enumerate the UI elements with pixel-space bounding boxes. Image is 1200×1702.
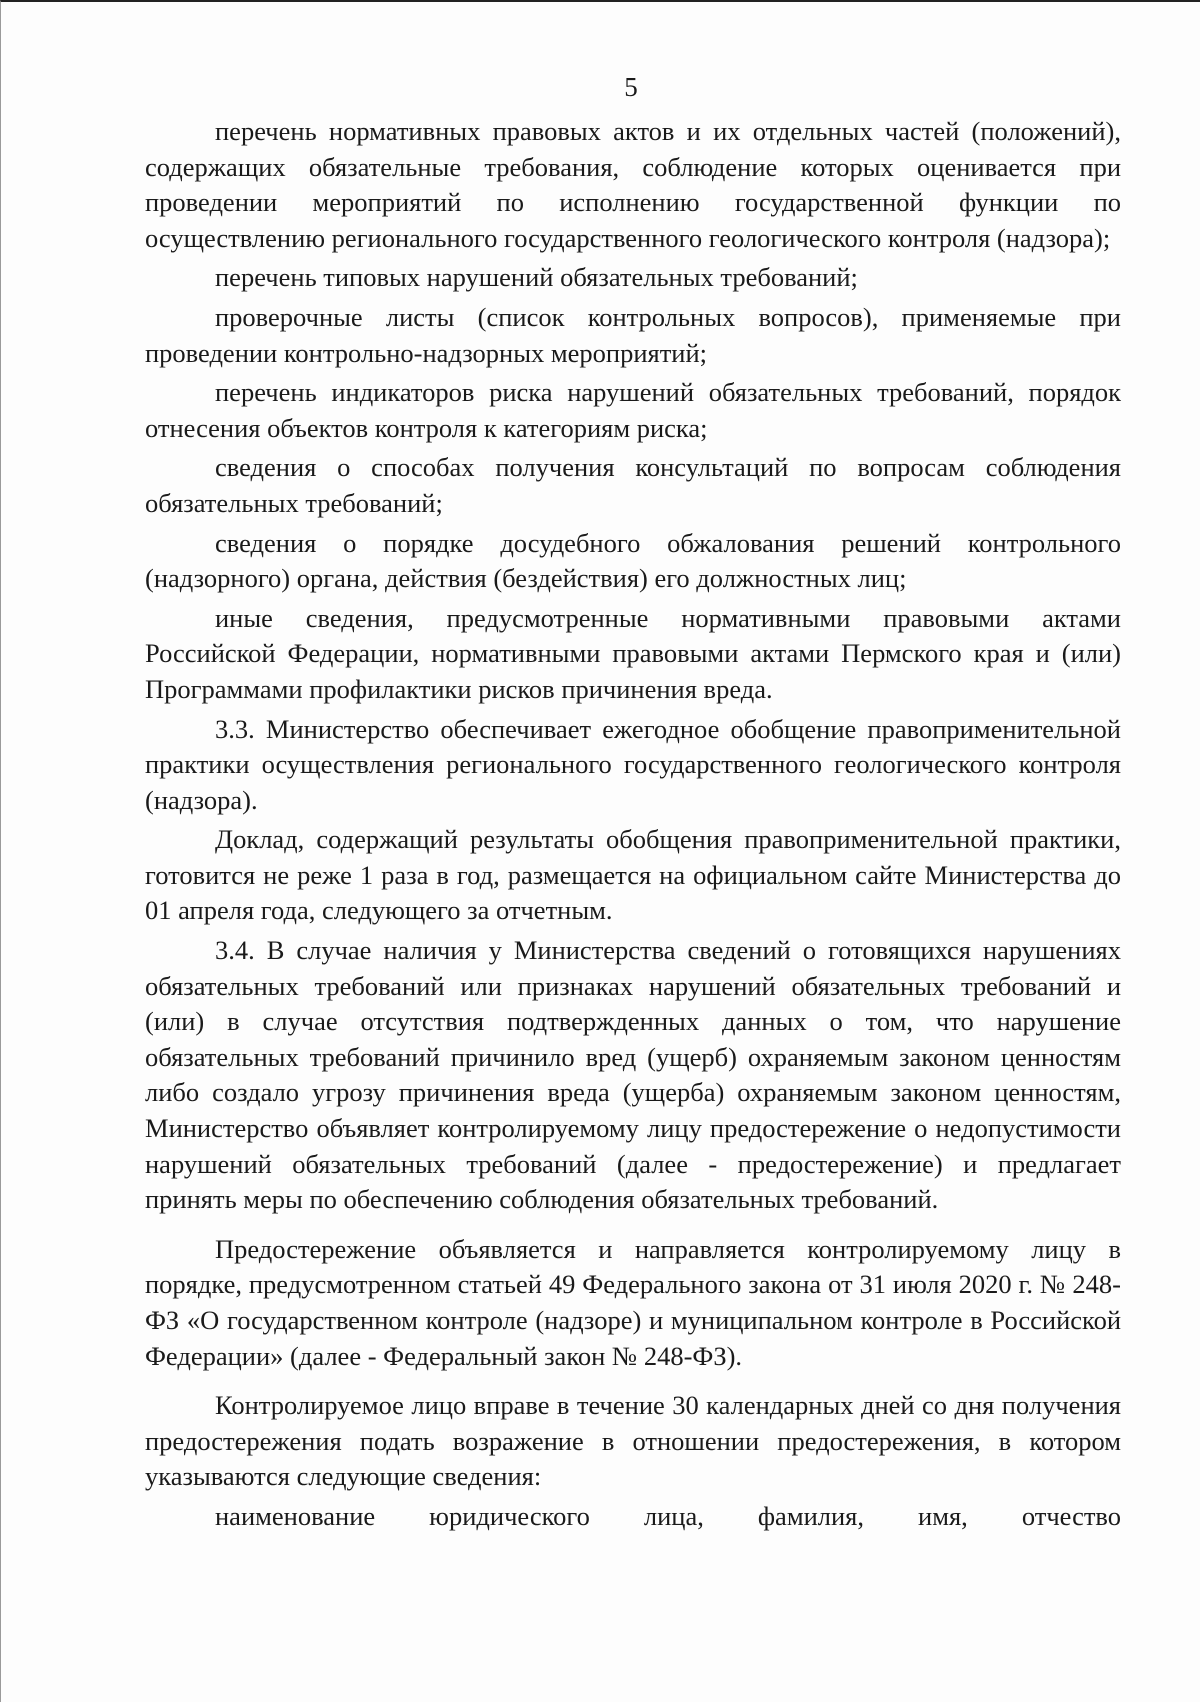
paragraph-10: 3.4. В случае наличия у Министерства сведений о готовящихся нарушениях обязательных требований или признаках нарушений обязательных требований и (или) в случае отсутствия подтвержденных данных о том, что нарушение обязательных требований причинило вред (ущерб) охраняемым законом ценностям либо создало угрозу причинения вреда (ущерба) охраняемым законом ценностям, Министерство объявляет контролируемому лицу предостережение о недопустимости нарушений обязательных требований (далее - предостережение) и предлагает принять меры по обеспечению соблюдения обязательных требований. [145,935,1121,1215]
paragraph-3: проверочные листы (список контрольных вопросов), применяемые при проведении контрольно-надзорных мероприятий; [145,301,1121,368]
paragraph-8: 3.3. Министерство обеспечивает ежегодное обобщение правоприменительной практики осуществления регионального государственного геологического контроля (надзора). [145,713,1121,815]
paragraph-9: Доклад, содержащий результаты обобщения правоприменительной практики, готовится не реже 1 раза в год, размещается на официальном сайте Министерства до 01 апреля года, следующего за отчетным. [145,824,1121,926]
paragraph-1: перечень нормативных правовых актов и их отдельных частей (положений), содержащих обязательные требования, соблюдение которых оценивается при проведении мероприятий по исполнению государственной функции по осуществлению регионального государственного геологического контроля (надзора); [145,116,1121,253]
paragraph-4: перечень индикаторов риска нарушений обязательных требований, порядок отнесения объектов контроля к категориям риска; [145,377,1121,443]
paragraph-7: иные сведения, предусмотренные нормативными правовыми актами Российской Федерации, нормативными правовыми актами Пермского края и (или) Программами профилактики рисков причинения вреда. [145,602,1121,704]
paragraph-13: наименование юридического лица, фамилия, имя, отчество [215,1500,1121,1531]
page-number: 5 [624,72,638,102]
paragraph-5: сведения о способах получения консультаций по вопросам соблюдения обязательных требований; [145,452,1121,518]
paragraph-6: сведения о порядке досудебного обжалования решений контрольного (надзорного) органа, действия (бездействия) его должностных лиц; [145,527,1121,594]
paragraph-2: перечень типовых нарушений обязательных требований; [215,262,858,293]
paragraph-12: Контролируемое лицо вправе в течение 30 календарных дней со дня получения предостережения подать возражение в отношении предостережения, в котором указываются следующие сведения: [145,1390,1121,1492]
paragraph-11: Предостережение объявляется и направляется контролируемому лицу в порядке, предусмотренном статьей 49 Федерального закона от 31 июля 2020 г. № 248-ФЗ «О государственном контроле (надзоре) и муниципальном контроле в Российской Федерации» (далее - Федеральный закон № 248-ФЗ). [145,1233,1121,1371]
document-body [145,114,1121,1535]
